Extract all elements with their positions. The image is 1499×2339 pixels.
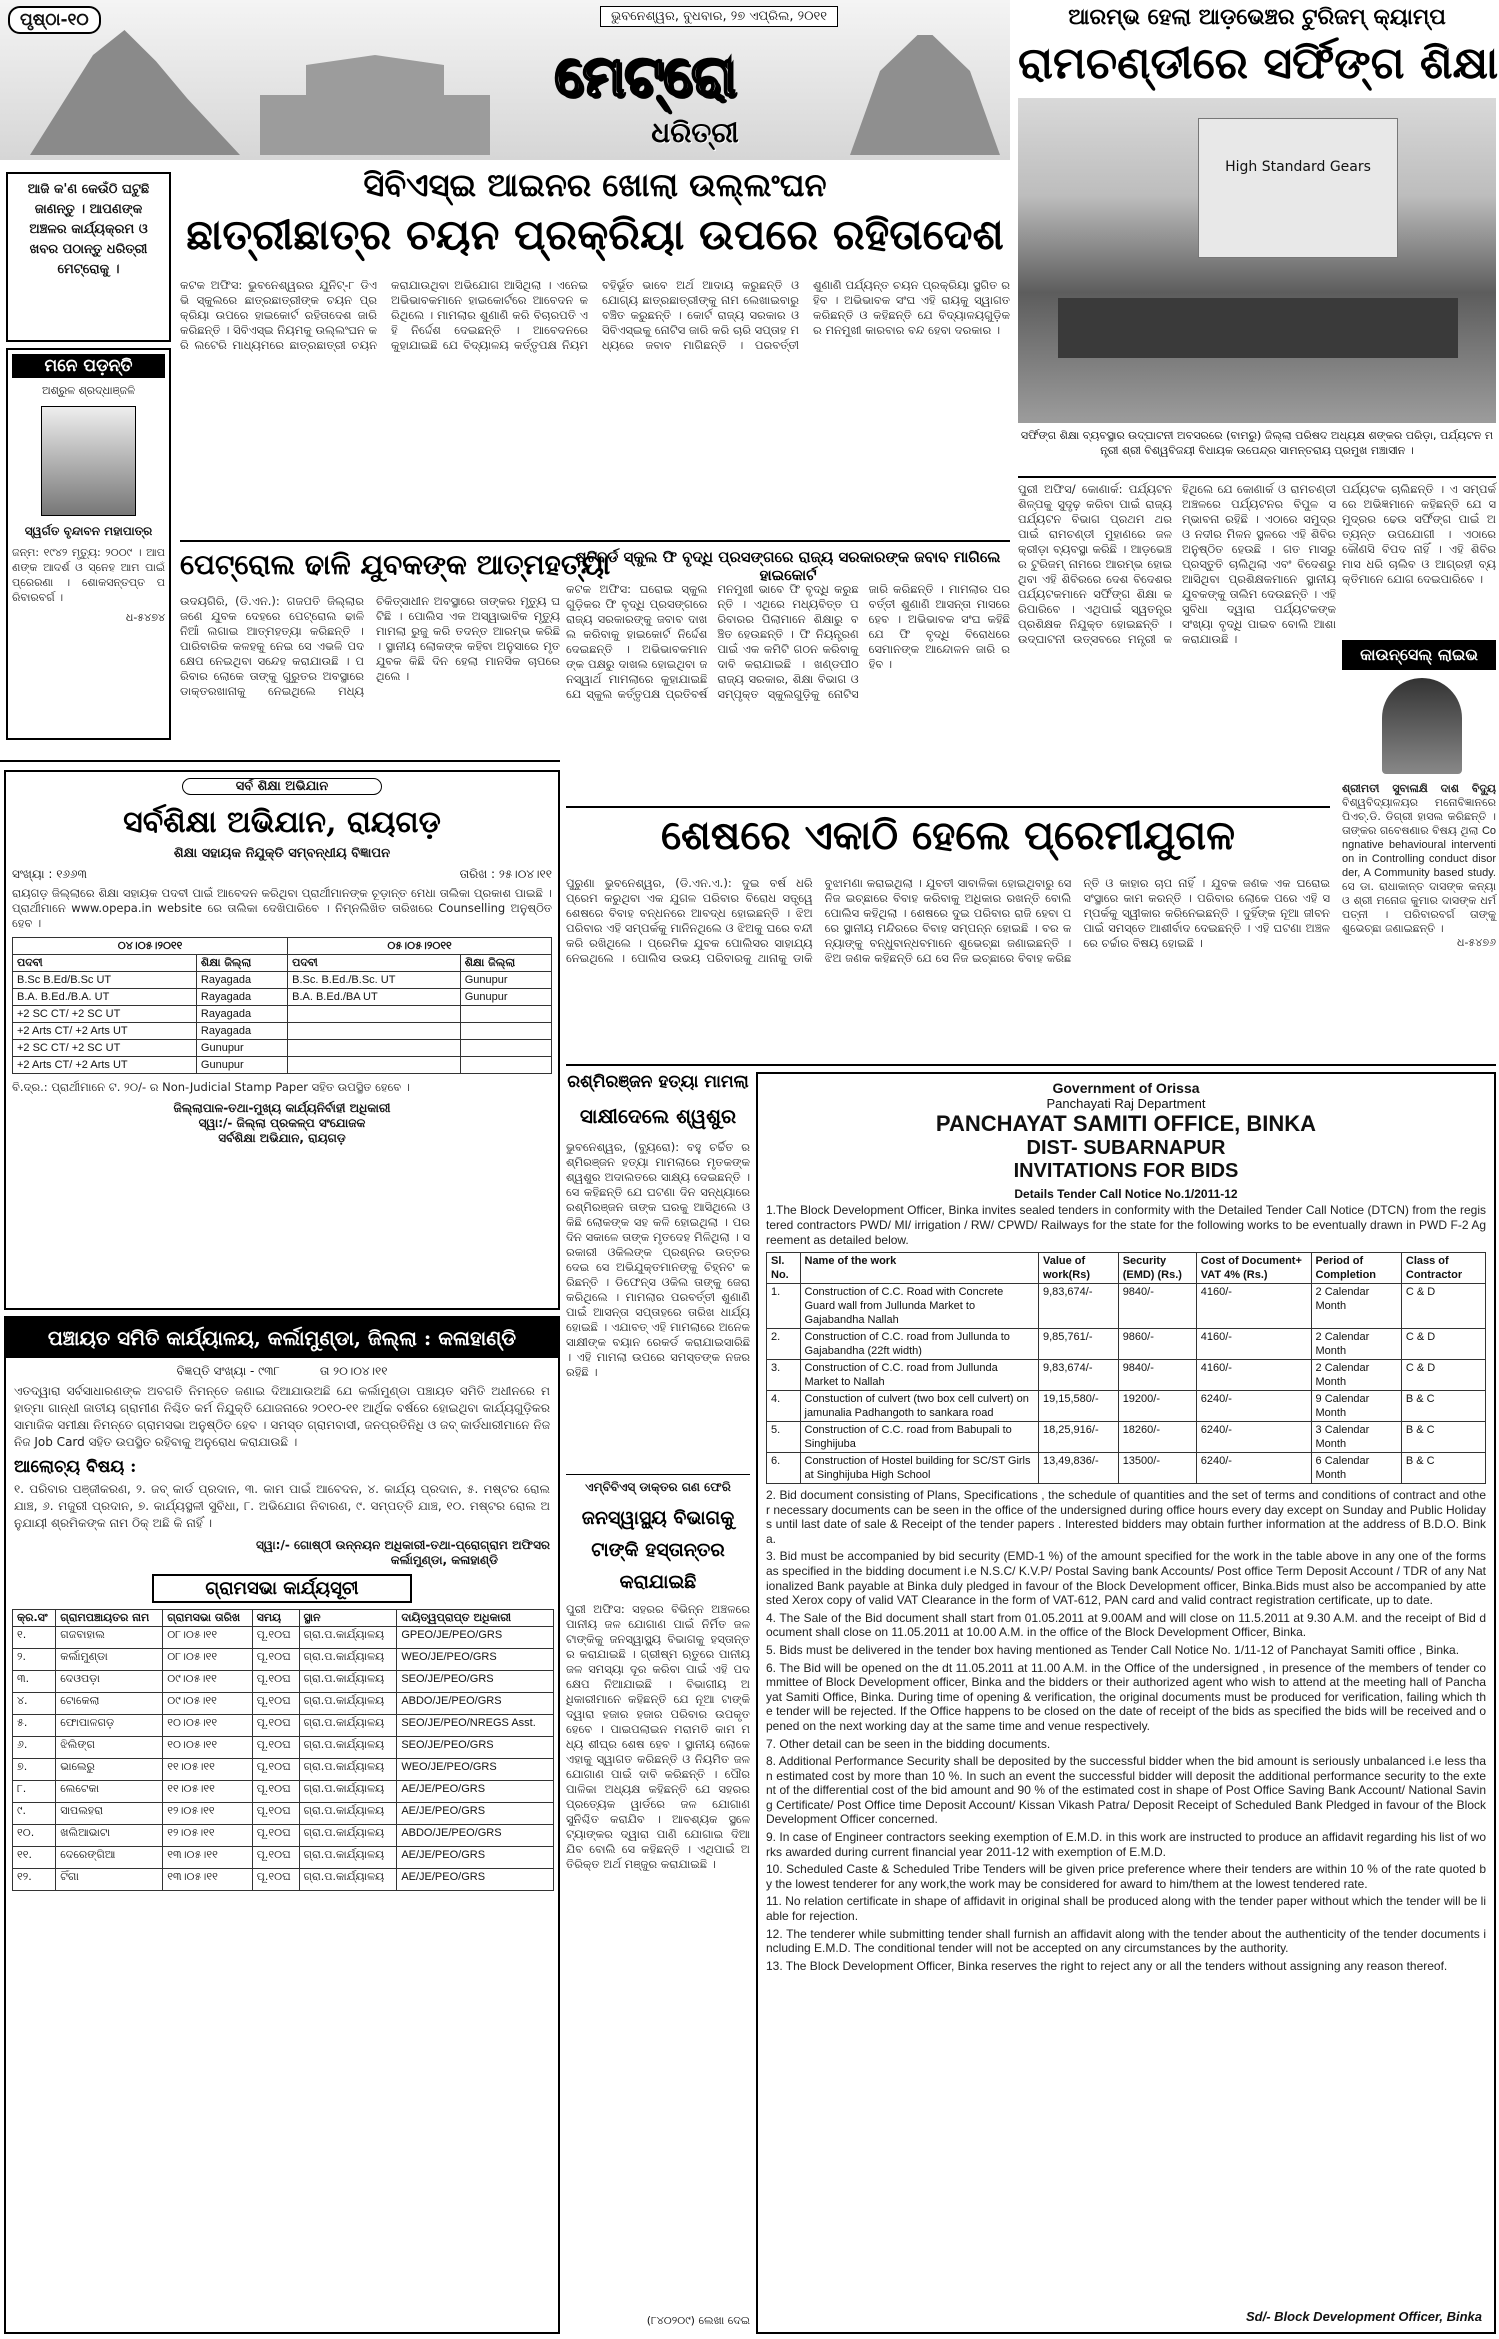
cbse-kicker: ସିବିଏସ୍‌ଇ ଆଇନର ଖୋଲା ଉଲ୍ଲଂଘନ <box>363 166 827 204</box>
table-cell <box>288 1006 461 1023</box>
bid-condition: 7. Other detail can be seen in the bidding documents. <box>766 1736 1051 1751</box>
psk-sched-title: ଗ୍ରାମସଭା କାର୍ଯ୍ୟସୂଚୀ <box>152 1574 412 1603</box>
table-cell: ABDO/JE/PEO/GRS <box>397 1825 554 1847</box>
table-cell: ପୂ.୧୦ଘ <box>252 1781 299 1803</box>
table-cell: GPEO/JE/PEO/GRS <box>397 1627 554 1649</box>
table-cell: 9840/- <box>1118 1360 1196 1391</box>
table-cell: 4160/- <box>1196 1284 1311 1329</box>
table-row <box>767 1391 1486 1422</box>
table-cell: ପୂ.୧୦ଘ <box>252 1737 299 1759</box>
surf-body: ପୁରୀ ଅଫିସ/ କୋଣାର୍କ: ପର୍ଯ୍ୟଟନ ଶିଳ୍ପକୁ ସୁଦୃଢ଼ କରିବା ପାଇଁ ରାଜ୍ୟ ପର୍ଯ୍ୟଟନ ବିଭାଗ ପ୍ରଥମ ଥର ପାଇଁ ରାମଚଣ୍ଡୀ ମୁହାଣରେ ଜଳକ୍ରୀଡ଼ା ବ୍ୟବସ୍ଥା କରିଛି । ଆଡ଼ଭେଞ୍ଚର ଟୁରିଜମ୍ ନାମରେ ଆରମ୍ଭ ହୋଇଥିବା ଏହି ଶିବିରରେ ଦେଶ ବିଦେଶର ପର୍ଯ୍ୟଟକମାନେ ସର୍ଫିଙ୍ଗ ଶିକ୍ଷା କରିପାରିବେ । ଏଥିପାଇଁ ସ୍ୱତନ୍ତ୍ର ପ୍ରଶିକ୍ଷକ ନିଯୁକ୍ତ ହୋଇଛନ୍ତି । ଉଦ୍‌ଘାଟନୀ ଉତ୍ସବରେ ମନ୍ତ୍ରୀ କହିଥିଲେ ଯେ କୋଣାର୍କ ଓ ରାମଚଣ୍ଡୀ ଅଞ୍ଚଳରେ ପର୍ଯ୍ୟଟନର ବିପୁଳ ସମ୍ଭାବନା ରହିଛି । ଏଠାରେ ସମୁଦ୍ର ଓ ନଦୀର ମିଳନ ସ୍ଥଳରେ ଏହି ଶିବିର ଅନୁଷ୍ଠିତ ହେଉଛି । ଗତ ମାସରୁ ପ୍ରସ୍ତୁତି ଚାଲିଥିଲା ଏବଂ ବିଦେଶରୁ ଆସିଥିବା ପ୍ରଶିକ୍ଷକମାନେ ସ୍ଥାନୀୟ ଯୁବକଙ୍କୁ ତାଲିମ ଦେଉଛନ୍ତି । ଏହି ସୁବିଧା ଦ୍ୱାରା ପର୍ଯ୍ୟଟକଙ୍କ ସଂଖ୍ୟା ବୃଦ୍ଧି ପାଇବ ବୋଲି ଆଶା କରାଯାଉଛି । <box>1018 482 1336 646</box>
table-row <box>13 1693 554 1715</box>
bid-condition: 11. No relation certificate in shape of affidavit in original shall be produced along with the tender paper without which the tender will be liable for rejection. <box>766 1894 1486 1924</box>
table-cell: 2 Calendar Month <box>1311 1284 1401 1329</box>
table-cell: ୧. <box>13 1627 56 1649</box>
table-cell: Constuction of culvert (two box cell culvert) on jamunalia Padhangoth to sankara road <box>800 1391 1038 1422</box>
bid-invitation: INVITATIONS FOR BIDS <box>1013 1160 1239 1182</box>
promo-text: ଆଜି କ'ଣ କେଉଁଠି ଘଟୁଛି ଜାଣନ୍ତୁ । ଆପଣଙ୍କ ଅଞ୍ଚଳର କାର୍ଯ୍ୟକ୍ରମ ଓ ଖବର ପଠାନ୍ତୁ ଧରିତ୍ରୀ ମେଟ୍ରୋକୁ । <box>27 182 150 277</box>
counsel-ad-no: ଧ-୫୪୭୬ <box>1457 936 1496 949</box>
table-row <box>767 1329 1486 1360</box>
table-header: ସମୟ <box>252 1610 299 1627</box>
ssa-body: ରାୟଗଡ଼ ଜିଲ୍ଲାରେ ଶିକ୍ଷା ସହାୟକ ପଦବୀ ପାଇଁ ଆବେଦନ କରିଥିବା ପ୍ରାର୍ଥୀମାନଙ୍କ ଚୂଡ଼ାନ୍ତ ମେଧା ତାଲିକା ପ୍ରକାଶ ପାଇଛି । ପ୍ରାର୍ଥୀମାନେ www.opepa.in website ରେ ତାଲିକା ଦେଖିପାରିବେ । ନିମ୍ନଲିଖିତ ତାରିଖରେ Counselling ଅନୁଷ୍ଠିତ ହେବ । <box>12 886 552 930</box>
table-cell: ପୂ.୧୦ଘ <box>252 1869 299 1891</box>
table-cell: ଗ୍ରା.ପ.କାର୍ଯ୍ୟାଳୟ <box>299 1825 397 1847</box>
tribute-ad-no: ଧ-୫୪୭୪ <box>125 611 165 624</box>
murder-body-text: ଭୁବନେଶ୍ୱର, (ବ୍ୟୁରୋ): ବହୁ ଚର୍ଚ୍ଚିତ ରଶ୍ମିରଞ୍ଜନ ହତ୍ୟା ମାମଲାରେ ମୃତକଙ୍କ ଶ୍ୱଶୁର ଅଦାଲତରେ ସାକ୍ଷ୍ୟ ଦେଇଛନ୍ତି । ସେ କହିଛନ୍ତି ଯେ ଘଟଣା ଦିନ ସନ୍ଧ୍ୟାରେ ରଶ୍ମିରଞ୍ଜନ ତାଙ୍କ ଘରକୁ ଆସିଥିଲେ ଓ କିଛି ଲୋକଙ୍କ ସହ କଳି ହୋଇଥିଲା । ପରଦିନ ସକାଳେ ତାଙ୍କ ମୃତଦେହ ମିଳିଥିଲା । ସରକାରୀ ଓକିଲଙ୍କ ପ୍ରଶ୍ନର ଉତ୍ତର ଦେଇ ସେ ଅଭିଯୁକ୍ତମାନଙ୍କୁ ଚିହ୍ନଟ କରିଛନ୍ତି । ଡିଫେନ୍ସ ଓକିଲ ତାଙ୍କୁ ଜେରା କରିଥିଲେ । ମାମଲାର ପରବର୍ତ୍ତୀ ଶୁଣାଣି ପାଇଁ ଆସନ୍ତା ସପ୍ତାହରେ ତାରିଖ ଧାର୍ଯ୍ୟ ହୋଇଛି । ଏଯାବତ୍ ଏହି ମାମଲାରେ ଅନେକ ସାକ୍ଷୀଙ୍କ ବୟାନ ରେକର୍ଡ କରାଯାଇସାରିଛି । <box>566 1140 750 1364</box>
table-cell: ୧୧।୦୫।୧୧ <box>163 1759 252 1781</box>
table-cell: କର୍ଲାମୁଣ୍ଡା <box>56 1649 163 1671</box>
table-cell: Gunupur <box>460 989 551 1006</box>
table-cell: ୦୮।୦୫।୧୧ <box>163 1649 252 1671</box>
table-cell: 19200/- <box>1118 1391 1196 1422</box>
table-cell: SEO/JE/PEO/NREGS Asst. <box>397 1715 554 1737</box>
table-cell: ଟିଁଗା <box>56 1869 163 1891</box>
table-cell: ଗ୍ରା.ପ.କାର୍ଯ୍ୟାଳୟ <box>299 1737 397 1759</box>
table-cell: 4. <box>767 1391 801 1422</box>
school-body: କଟକ ଅଫିସ: ଘରୋଇ ସ୍କୁଲଗୁଡ଼ିକର ଫି ବୃଦ୍ଧି ପ୍ରସଙ୍ଗରେ ରାଜ୍ୟ ସରକାରଙ୍କୁ ଜବାବ ଦାଖଲ କରିବାକୁ ହାଇକୋର୍ଟ ନିର୍ଦ୍ଦେଶ ଦେଇଛନ୍ତି । ଅଭିଭାବକମାନଙ୍କ ପକ୍ଷରୁ ଦାଖଲ ହୋଇଥିବା ଜନସ୍ୱାର୍ଥ ମାମଲାରେ କୁହାଯାଇଛି ଯେ ସ୍କୁଲ କର୍ତ୍ତୃପକ୍ଷ ପ୍ରତିବର୍ଷ ମନମୁଖୀ ଭାବେ ଫି ବୃଦ୍ଧି କରୁଛନ୍ତି । ଏଥିରେ ମଧ୍ୟବିତ୍ତ ପରିବାରର ପିଲାମାନେ ଶିକ୍ଷାରୁ ବଞ୍ଚିତ ହେଉଛନ୍ତି । ଫି ନିୟନ୍ତ୍ରଣ ପାଇଁ ଏକ କମିଟି ଗଠନ କରିବାକୁ ଦାବି କରାଯାଇଛି । ଖଣ୍ଡପୀଠ ରାଜ୍ୟ ସରକାର, ଶିକ୍ଷା ବିଭାଗ ଓ ସମ୍ପୃକ୍ତ ସ୍କୁଲଗୁଡ଼ିକୁ ନୋଟିସ ଜାରି କରିଛନ୍ତି । ମାମଲାର ପରବର୍ତ୍ତୀ ଶୁଣାଣି ଆସନ୍ତା ମାସରେ ହେବ । ଅଭିଭାବକ ସଂଘ କହିଛି ଯେ ଫି ବୃଦ୍ଧି ବିରୋଧରେ ସେମାନଙ୍କ ଆନ୍ଦୋଳନ ଜାରି ରହିବ । <box>566 582 1010 701</box>
psk-body: ଏତଦ୍ୱାରା ସର୍ବସାଧାରଣଙ୍କ ଅବଗତି ନିମନ୍ତେ ଜଣାଇ ଦିଆଯାଉଅଛି ଯେ କର୍ଲାମୁଣ୍ଡା ପଞ୍ଚାୟତ ସମିତି ଅଧୀନରେ ମହାତ୍ମା ଗାନ୍ଧୀ ଜାତୀୟ ଗ୍ରାମୀଣ ନିଶ୍ଚିତ କର୍ମ ନିଯୁକ୍ତି ଯୋଜନାରେ ୨୦୧୦-୧୧ ଆର୍ଥିକ ବର୍ଷରେ ହୋଇଥିବା କାର୍ଯ୍ୟଗୁଡ଼ିକର ସାମାଜିକ ସମୀକ୍ଷା ନିମନ୍ତେ ଗ୍ରାମସଭା ଅନୁଷ୍ଠିତ ହେବ । ସମସ୍ତ ଗ୍ରାମବାସୀ, ଜନପ୍ରତିନିଧି ଓ ଜବ୍ କାର୍ଡଧାରୀମାନେ ନିଜ ନିଜ Job Card ସହିତ ଉପସ୍ଥିତ ରହିବାକୁ ଅନୁରୋଧ କରାଯାଉଛି । <box>14 1384 550 1449</box>
table-cell: Construction of C.C. road from Jullunda to Gajabandha (22ft width) <box>800 1329 1038 1360</box>
table-cell: ପୂ.୧୦ଘ <box>252 1649 299 1671</box>
health-headline: ଜନସ୍ୱାସ୍ଥ୍ୟ ବିଭାଗକୁ ଟାଙ୍କି ହସ୍ତାନ୍ତର କରାଯାଇଛି <box>581 1507 735 1593</box>
ssa-sign-1: ଜିଲ୍ଲାପାଳ-ତଥା-ମୁଖ୍ୟ କାର୍ଯ୍ୟନିର୍ବାହୀ ଅଧିକାରୀ <box>173 1101 391 1115</box>
counsel-text-1: ବିଶ୍ୱବିଦ୍ୟାଳୟର ମନୋବିଜ୍ଞାନରେ ପିଏଚ୍.ଡି. ଡିଗ୍ରୀ ହାସଲ କରିଛନ୍ତି । ତାଙ୍କର ଗବେଷଣାର ବିଷୟ ଥିଲା <box>1342 796 1496 837</box>
table-cell: AE/JE/PEO/GRS <box>397 1869 554 1891</box>
table-cell: ଭାଲେରୁ <box>56 1759 163 1781</box>
table-cell: AE/JE/PEO/GRS <box>397 1803 554 1825</box>
table-cell: Construction of C.C. road from Jullunda Market to Nallah <box>800 1360 1038 1391</box>
table-header: କ୍ର.ସଂ <box>13 1610 56 1627</box>
bid-table <box>766 1252 1486 1484</box>
ssa-col2-date: ୦୫।୦୫।୨୦୧୧ <box>288 938 552 955</box>
promo-box <box>6 172 171 342</box>
table-cell: C & D <box>1401 1360 1485 1391</box>
table-cell: B.Sc. B.Ed./B.Sc. UT <box>288 972 461 989</box>
table-cell: ୧୦।୦୫।୧୧ <box>163 1715 252 1737</box>
table-cell: ୦୯।୦୫।୧୧ <box>163 1671 252 1693</box>
table-cell: ଗ୍ରା.ପ.କାର୍ଯ୍ୟାଳୟ <box>299 1803 397 1825</box>
table-cell: ୧୧. <box>13 1847 56 1869</box>
table-cell: ୨. <box>13 1649 56 1671</box>
bid-tcn: Details Tender Call Notice No.1/2011-12 <box>1014 1187 1238 1201</box>
bid-dist: DIST- SUBARNAPUR <box>1026 1137 1226 1159</box>
table-cell: 13500/- <box>1118 1453 1196 1484</box>
table-cell: 3 Calendar Month <box>1311 1422 1401 1453</box>
cbse-headline: ଛାତ୍ରୀଛାତ୍ର ଚୟନ ପ୍ରକ୍ରିୟା ଉପରେ ରହିତାଦେଶ <box>186 210 1004 259</box>
bid-condition: 6. The Bid will be opened on the dt 11.05.2011 at 11.00 A.M. in the Office of the undersigned , in presence of the members of tender committee of Block Development officer, Binka and the bidders or their authorized agent who wish to attend at the meeting hall of Panchayat Samiti Office, Binka. During time of opening & verification, the original documents must be produced for verification, failing which the tender will be rejected. If the Office happens to be closed on the date of receipt of the bids as specified the bids will be received and opened on the next working day at the same time and venue respectively. <box>766 1660 1486 1733</box>
table-cell: ୬. <box>13 1737 56 1759</box>
table-cell: ପୂ.୧୦ଘ <box>252 1715 299 1737</box>
table-cell: 13,49,836/- <box>1038 1453 1118 1484</box>
table-cell: Gunupur <box>196 1057 287 1074</box>
bid-conditions <box>766 1488 1486 1973</box>
ssa-note: ବି.ଦ୍ର.: ପ୍ରାର୍ଥୀମାନେ ଟ. ୨୦/- ର Non-Judicial Stamp Paper ସହିତ ଉପସ୍ଥିତ ହେବେ । <box>12 1080 410 1094</box>
health-kicker: ଏମ୍‌ବିବିଏସ୍ ଡାକ୍ତର ଗଣ ଫେରି <box>585 1480 731 1494</box>
table-cell: ୪. <box>13 1693 56 1715</box>
table-cell: 6240/- <box>1196 1453 1311 1484</box>
table-header: Class of Contractor <box>1401 1253 1485 1284</box>
table-cell: ପୂ.୧୦ଘ <box>252 1759 299 1781</box>
counsel-text-2: ସେ ଡା. ରାଧାକାନ୍ତ ଦାସଙ୍କ କନ୍ୟା ଓ ଶ୍ରୀ ମନୋଜ କୁମାର ଦାସଙ୍କ ଧର୍ମପତ୍ନୀ । ପରିବାରବର୍ଗ ତାଙ୍କୁ ଶୁଭେଚ୍ଛା ଜଣାଇଛନ୍ତି । <box>1342 880 1496 935</box>
table-cell: ପୂ.୧୦ଘ <box>252 1803 299 1825</box>
table-cell: 9,85,761/- <box>1038 1329 1118 1360</box>
table-cell: ୧୦. <box>13 1825 56 1847</box>
ssa-subtitle: ଶିକ୍ଷା ସହାୟକ ନିଯୁକ୍ତି ସମ୍ବନ୍ଧୀୟ ବିଜ୍ଞାପନ <box>173 846 391 861</box>
table-cell: B & C <box>1401 1453 1485 1484</box>
table-cell <box>460 1057 551 1074</box>
table-cell: 19,15,580/- <box>1038 1391 1118 1422</box>
table-row <box>13 1869 554 1891</box>
temple-illustration <box>30 30 240 155</box>
table-header: ସ୍ଥାନ <box>299 1610 397 1627</box>
table-cell <box>460 1040 551 1057</box>
table-cell: ଗ୍ରା.ପ.କାର୍ଯ୍ୟାଳୟ <box>299 1781 397 1803</box>
bid-dept: Panchayati Raj Department <box>1046 1096 1206 1111</box>
table-cell: ଗଜବାହାଲ <box>56 1627 163 1649</box>
table-cell <box>460 1006 551 1023</box>
lovers-body-1: ପୁରୁଣା ଭୁବନେଶ୍ୱର, (ଡି.ଏନ.ଏ.): ଦୁଇ ବର୍ଷ ଧରି ପ୍ରେମ କରୁଥିବା ଏକ ଯୁଗଳ ପରିବାର ବିରୋଧ ସତ୍ତ୍ୱେ ଶେଷରେ ବିବାହ ବନ୍ଧନରେ ଆବଦ୍ଧ ହୋଇଛନ୍ତି । ଝିଅ ପରିବାର ଏହି ସମ୍ପର୍କକୁ ମାନିନଥିଲେ ଓ ଝିଅକୁ ଘରେ ବନ୍ଦୀ କରି ରଖିଥିଲେ । ପ୍ରେମିକ ଯୁବକ ପୋଲିସର ସାହାଯ୍ୟ ନେଇଥିଲେ । ପୋଲିସ ଉଭୟ ପରିବାରକୁ ଥାନାକୁ ଡାକି ବୁଝାମଣା କରାଇଥିଲା । ଯୁବତୀ ସାବାଳିକା ହୋଇଥିବାରୁ ସେ ନିଜ ଇଚ୍ଛାରେ ବିବାହ କରିବାକୁ ଅଧିକାର ରଖନ୍ତି ବୋଲି ପୋଲିସ କହିଥିଲା । ଶେଷରେ ଦୁଇ ପରିବାର ରାଜି ହେବା ପରେ ସ୍ଥାନୀୟ ମନ୍ଦିରରେ ବିବାହ ସମ୍ପନ୍ନ ହୋଇଛି । ବର କନ୍ୟାଙ୍କୁ ବନ୍ଧୁବାନ୍ଧବମାନେ ଶୁଭେଚ୍ଛା ଜଣାଇଛନ୍ତି । <box>566 876 1072 965</box>
table-header: ଗ୍ରାମସଭା ତାରିଖ <box>163 1610 252 1627</box>
table-row <box>13 1781 554 1803</box>
table-cell: ୧୧।୦୫।୧୧ <box>163 1781 252 1803</box>
table-cell: 6. <box>767 1453 801 1484</box>
bid-condition: 12. The tenderer while submitting tender shall furnish an affidavit along with the tender about the authenticity of the tender documents including E.M.D. The conditional tender will not be accepted on any circumstances by the authority. <box>766 1926 1486 1956</box>
table-cell: Construction of C.C. Road with Concrete Guard wall from Jullunda Market to Gajabandha Nallah <box>800 1284 1038 1329</box>
table-cell: Rayagada <box>196 989 287 1006</box>
surf-caption: ସର୍ଫିଙ୍ଗ ଶିକ୍ଷା ବ୍ୟବସ୍ଥାର ଉଦ୍‌ଘାଟନୀ ଅବସରରେ (ବାମରୁ) ଜିଲ୍ଲା ପରିଷଦ ଅଧ୍ୟକ୍ଷ ଶଙ୍କର ପରିଡ଼ା, ପର୍ଯ୍ୟଟନ ମନ୍ତ୍ରୀ ଶ୍ରୀ ବିଶ୍ୱବିଜୟୀ ବିଧାୟକ ଉପେନ୍ଦ୍ର ସାମନ୍ତରାୟ ପ୍ରମୁଖ ମଞ୍ଚାସୀନ । <box>1020 429 1494 457</box>
table-cell: 4160/- <box>1196 1329 1311 1360</box>
table-header: Name of the work <box>800 1253 1038 1284</box>
table-header: Value of work(Rs) <box>1038 1253 1118 1284</box>
table-cell: 9860/- <box>1118 1329 1196 1360</box>
psk-ad <box>4 1316 560 2334</box>
bid-condition: 4. The Sale of the Bid document shall start from 01.05.2011 at 9.00AM and will close on 11.5.2011 at 9.30 A.M. and the receipt of Bid document shall close on 11.05.2011 at 10.00 A.M. in the office of the Block Development Officer, Binka. <box>766 1610 1486 1640</box>
table-cell: ୦୮।୦୫।୧୧ <box>163 1627 252 1649</box>
bid-condition: 8. Additional Performance Security shall be deposited by the successful bidder when the bid amount is seriously unbalanced i.e less than estimated cost by more than 10 %. In such an event the successful bidder will deposit the additional performance security to the extent of the differential cost of the bid amount and 90 % of the estimated cost in shape of Post Office Saving Bank Account/ National Saving Certificate/ Post Office time Deposit Account/ Kissan Vikash Patra/ Deposit Receipt of Scheduled Bank Pledged in favour of the Block Development Officer concerned. <box>766 1754 1486 1827</box>
bid-gov: Government of Orissa <box>1052 1080 1200 1096</box>
table-cell: ଝିଲିଙ୍ଗ <box>56 1737 163 1759</box>
table-header: Sl. No. <box>767 1253 801 1284</box>
table-cell: ସାପଲହରା <box>56 1803 163 1825</box>
table-cell: SEO/JE/PEO/GRS <box>397 1737 554 1759</box>
surf-headline: ରାମଚଣ୍ଡୀରେ ସର୍ଫିଙ୍ଗ ଶିକ୍ଷା <box>1018 38 1499 89</box>
table-cell: 18,25,916/- <box>1038 1422 1118 1453</box>
table-cell: Construction of C.C. road from Babupali to Singhijuba <box>800 1422 1038 1453</box>
table-cell: SEO/JE/PEO/GRS <box>397 1671 554 1693</box>
table-cell: ୩. <box>13 1671 56 1693</box>
murder-tail: ଏହି ମାମଲା ଉପରେ ସମସ୍ତଙ୍କ ନଜର ରହିଛି । <box>566 1350 751 1379</box>
health-ad-no: (୮୪୦୨୦୯) ଲେଖା ଦେଇ <box>646 2314 750 2327</box>
table-cell: ପୂ.୧୦ଘ <box>252 1693 299 1715</box>
table-cell: ଗ୍ରା.ପ.କାର୍ଯ୍ୟାଳୟ <box>299 1847 397 1869</box>
table-cell: ପୂ.୧୦ଘ <box>252 1671 299 1693</box>
tribute-box <box>6 348 171 740</box>
table-cell: AE/JE/PEO/GRS <box>397 1847 554 1869</box>
psk-notice: ବିଜ୍ଞପ୍ତି ସଂଖ୍ୟା - ୯୩୮ <box>176 1364 280 1378</box>
psk-notice-date: ତା ୨୦।୦୪।୧୧ <box>319 1364 388 1378</box>
table-cell: ଗ୍ରା.ପ.କାର୍ଯ୍ୟାଳୟ <box>299 1759 397 1781</box>
table-row <box>13 972 552 989</box>
surf-body-2: ପର୍ଯ୍ୟଟକ ଚାଲିଛନ୍ତି । ଏ ସମ୍ପର୍କରେ ଅଭିଜ୍ଞମାନେ କହିଛନ୍ତି ଯେ ସମୁଦ୍ରର ଢେଉ ସର୍ଫିଙ୍ଗ ପାଇଁ ଅତ୍ୟନ୍ତ ଉପଯୋଗୀ । ଏଠାରେ କୌଣସି ବିପଦ ନାହିଁ । ଏହି ଶିବିର ମାସ ଧରି ଚାଲିବ ଓ ଆଗ୍ରହୀ ବ୍ୟକ୍ତିମାନେ ଯୋଗ ଦେଇପାରିବେ । <box>1342 482 1496 586</box>
table-row <box>13 1715 554 1737</box>
counsel-text-en: Congnative behavioural intervention in Controlling conduct disorder, A Community based study. <box>1342 825 1496 879</box>
table-cell: AE/JE/PEO/GRS <box>397 1781 554 1803</box>
tribute-subtitle: ଅଶ୍ରୁଳ ଶ୍ରଦ୍ଧାଞ୍ଜଳି <box>41 384 136 397</box>
masthead-subtitle: ଧରିତ୍ରୀ <box>651 116 739 149</box>
table-cell: ପୂ.୧୦ଘ <box>252 1847 299 1869</box>
table-cell: ଗ୍ରା.ପ.କାର୍ଯ୍ୟାଳୟ <box>299 1715 397 1737</box>
psk-title: ପଞ୍ଚାୟତ ସମିତି କାର୍ଯ୍ୟାଳୟ, କର୍ଲାମୁଣ୍ଡା, ଜିଲ୍ଲା : କଳାହାଣ୍ଡି <box>6 1318 558 1358</box>
table-cell: 9,83,674/- <box>1038 1360 1118 1391</box>
table-cell: Rayagada <box>196 1023 287 1040</box>
table-cell: ଗ୍ରା.ପ.କାର୍ଯ୍ୟାଳୟ <box>299 1649 397 1671</box>
ssa-ref: ସଂଖ୍ୟା : ୧୬୬୩ <box>12 867 87 881</box>
table-cell: C & D <box>1401 1329 1485 1360</box>
table-header: ଦାୟିତ୍ୱପ୍ରାପ୍ତ ଅଧିକାରୀ <box>397 1610 554 1627</box>
bid-condition: 3. Bid must be accompanied by bid security (EMD-1 %) of the amount specified for the work in the table above in any one of the forms as specified in the bidding document i.e N.S.C/ K.V.P/ Postal Saving bank Accounts/ Post office Term Deposit Account / TDR of any Nationalized Bank payable at Binka duly pledged in favour of the Block Development officer, Binka.Bids must also be accompanied by attested Xerox copy of valid VAT Clearance in the form of VAT-612, PAN card and valid contract registration certificate, up to date. <box>766 1549 1486 1608</box>
bid-condition: 5. Bids must be delivered in the tender box having mentioned as Tender Call Notice No. 1/11-12 of Panchayat Samiti office , Binka. <box>766 1642 1460 1657</box>
table-cell: ଫୋପାଳଗଡ଼ <box>56 1715 163 1737</box>
counsel-title: କାଉନ୍ସେଲ୍ ଲାଇଭ <box>1342 640 1496 670</box>
building-illustration <box>260 55 490 155</box>
table-row <box>13 1737 554 1759</box>
lovers-body-2: ଝିଅ ଜଣକ କହିଛନ୍ତି ଯେ ସେ ନିଜ ଇଚ୍ଛାରେ ବିବାହ କରିଛନ୍ତି ଓ କାହାର ଚାପ ନାହିଁ । ଯୁବକ ଜଣକ ଏକ ଘରୋଇ ସଂସ୍ଥାରେ କାମ କରନ୍ତି । ପରିବାର ଲୋକେ ପରେ ଏହି ସମ୍ପର୍କକୁ ସ୍ୱୀକାର କରିନେଇଛନ୍ତି । ଦୁହିଁଙ୍କ ନୂଆ ଜୀବନ ପାଇଁ ସମସ୍ତେ ଆଶୀର୍ବାଦ ଦେଇଛନ୍ତି । ଏହି ଘଟଣା ଅଞ୍ଚଳରେ ଚର୍ଚ୍ଚାର ବିଷୟ ହୋଇଛି । <box>824 876 1330 965</box>
counsel-text <box>1342 782 1496 1057</box>
table-row <box>13 1825 554 1847</box>
table-header: Period of Completion <box>1311 1253 1401 1284</box>
petrol-body: ଉଦୟଗିରି, (ଡି.ଏନ.): ଗଜପତି ଜିଲ୍ଲାର ଜଣେ ଯୁବକ ଦେହରେ ପେଟ୍ରୋଲ ଢାଳି ନିଆଁ ଲଗାଇ ଆତ୍ମହତ୍ୟା କରିଛନ୍ତି । ପାରିବାରିକ କଳହକୁ ନେଇ ସେ ଏଭଳି ପଦକ୍ଷେପ ନେଇଥିବା ସନ୍ଦେହ କରାଯାଉଛି । ପରିବାର ଲୋକେ ତାଙ୍କୁ ଗୁରୁତର ଅବସ୍ଥାରେ ଡାକ୍ତରଖାନାକୁ ନେଇଥିଲେ ମଧ୍ୟ ଚିକିତ୍ସାଧୀନ ଅବସ୍ଥାରେ ତାଙ୍କର ମୃତ୍ୟୁ ଘଟିଛି । ପୋଲିସ ଏକ ଅସ୍ୱାଭାବିକ ମୃତ୍ୟୁ ମାମଲା ରୁଜୁ କରି ତଦନ୍ତ ଆରମ୍ଭ କରିଛି । ସ୍ଥାନୀୟ ଲୋକଙ୍କ କହିବା ଅନୁସାରେ ମୃତ ଯୁବକ କିଛି ଦିନ ହେଲା ମାନସିକ ଚାପରେ ଥିଲେ । <box>180 594 560 698</box>
tribute-name: ସ୍ୱର୍ଗତ ବୃନ୍ଦାବନ ମହାପାତ୍ର <box>24 524 153 538</box>
table-cell: ୦୯।୦୫।୧୧ <box>163 1693 252 1715</box>
counsel-photo <box>1382 678 1462 774</box>
counsel-name: ଶ୍ରୀମତୀ ସୁବାଳାକ୍ଷି ଦାଶ ବିଦ୍ୟୁ <box>1342 782 1496 795</box>
table-cell: C & D <box>1401 1284 1485 1329</box>
table-cell <box>460 1023 551 1040</box>
table-cell: ଖଲିଆଭାଟା <box>56 1825 163 1847</box>
table-row <box>13 1627 554 1649</box>
table-header: ଗ୍ରାମପଞ୍ଚାୟତର ନାମ <box>56 1610 163 1627</box>
table-row <box>13 1040 552 1057</box>
ssa-h-post-2: ପଦବୀ <box>288 955 461 972</box>
tower-illustration <box>850 35 1000 155</box>
ssa-ad <box>4 770 560 1310</box>
table-cell: ୮. <box>13 1781 56 1803</box>
bid-condition: 2. Bid document consisting of Plans, Specifications , the schedule of quantities and the set of terms and conditions of contract and other necessary documents can be seen in the office of the undersigned during office hours every day except on Sunday and Public Holidays until last date of sale & Receipt of the tender papers . Interested bidders may obtain further information at the address of B.D.O. Binka. <box>766 1488 1486 1546</box>
table-cell: ୧୩।୦୫।୧୧ <box>163 1847 252 1869</box>
table-cell: 4160/- <box>1196 1360 1311 1391</box>
stage-table <box>1058 298 1458 358</box>
table-cell <box>288 1057 461 1074</box>
murder-headline: ରଶ୍ମିରଞ୍ଜନ ହତ୍ୟା ମାମଲା <box>567 1072 749 1092</box>
table-cell: B & C <box>1401 1391 1485 1422</box>
table-cell: ପୂ.୧୦ଘ <box>252 1825 299 1847</box>
table-cell: ଲେଟେକା <box>56 1781 163 1803</box>
murder-body <box>566 1140 750 1470</box>
table-cell: ୫. <box>13 1715 56 1737</box>
tribute-title: ମନେ ପଡ଼ନ୍ତି <box>12 354 165 378</box>
table-cell: ଗ୍ରା.ପ.କାର୍ଯ୍ୟାଳୟ <box>299 1671 397 1693</box>
table-cell: B.A. B.Ed./BA UT <box>288 989 461 1006</box>
table-cell <box>288 1040 461 1057</box>
ssa-h-district-2: ଶିକ୍ଷା ଜିଲ୍ଲା <box>460 955 551 972</box>
ssa-sign-3: ସର୍ବଶିକ୍ଷା ଅଭିଯାନ, ରାୟଗଡ଼ <box>218 1131 346 1145</box>
ssa-title: ସର୍ବଶିକ୍ଷା ଅଭିଯାନ, ରାୟଗଡ଼ <box>123 805 441 840</box>
table-cell: B.Sc B.Ed/B.Sc UT <box>13 972 197 989</box>
table-cell: ଗ୍ରା.ପ.କାର୍ଯ୍ୟାଳୟ <box>299 1869 397 1891</box>
page-number: ପୃଷ୍ଠା-୧୦ <box>8 6 101 34</box>
table-cell: ଟୋକେଲା <box>56 1693 163 1715</box>
table-cell: ଦେଓପଡ଼ା <box>56 1671 163 1693</box>
table-cell: 6 Calendar Month <box>1311 1453 1401 1484</box>
table-cell: 2. <box>767 1329 801 1360</box>
table-row <box>13 1023 552 1040</box>
ssa-sign-2: ସ୍ୱା:/- ଜିଲ୍ଲା ପ୍ରକଳ୍ପ ସଂଯୋଜକ <box>198 1116 366 1130</box>
table-cell: ୧୨।୦୫।୧୧ <box>163 1803 252 1825</box>
table-cell: Gunupur <box>196 1040 287 1057</box>
ssa-h-post-1: ପଦବୀ <box>13 955 197 972</box>
table-cell: Gunupur <box>460 972 551 989</box>
table-cell: 2 Calendar Month <box>1311 1360 1401 1391</box>
bid-office: PANCHAYAT SAMITI OFFICE, BINKA <box>935 1111 1317 1136</box>
bid-notice <box>756 1072 1496 2334</box>
ssa-h-district-1: ଶିକ୍ଷା ଜିଲ୍ଲା <box>196 955 287 972</box>
table-row <box>13 1649 554 1671</box>
table-row <box>767 1284 1486 1329</box>
bid-intro: 1.The Block Development Officer, Binka invites sealed tenders in conformity with the Detailed Tender Call Notice (DTCN) from the registered contractors PWD/ MI/ irrigation / RW/ CPWD/ Railways for the state for the following works to be eventually drawn in PWD F-2 Agreement as detailed below. <box>766 1203 1486 1247</box>
table-cell: WEO/JE/PEO/GRS <box>397 1649 554 1671</box>
table-cell: B & C <box>1401 1422 1485 1453</box>
table-cell: 1. <box>767 1284 801 1329</box>
table-cell <box>288 1023 461 1040</box>
table-cell: 9,83,674/- <box>1038 1284 1118 1329</box>
table-cell: +2 SC CT/ +2 SC UT <box>13 1040 197 1057</box>
table-row <box>13 989 552 1006</box>
ssa-header: ସର୍ବ ଶିକ୍ଷା ଅଭିଯାନ <box>182 778 382 795</box>
table-cell: Rayagada <box>196 1006 287 1023</box>
ssa-col1-date: ୦୪।୦୫।୨୦୧୧ <box>13 938 288 955</box>
surf-kicker: ଆରମ୍ଭ ହେଲା ଆଡ଼ଭେଞ୍ଚର ଟୁରିଜମ୍ କ୍ୟାମ୍ପ <box>1068 4 1446 30</box>
psk-schedule-table <box>12 1609 554 1891</box>
petrol-headline: ପେଟ୍ରୋଲ ଢାଳି ଯୁବକଙ୍କ ଆତ୍ମହତ୍ୟା <box>180 548 611 581</box>
table-cell: +2 Arts CT/ +2 Arts UT <box>13 1057 197 1074</box>
murder-headline-2: ସାକ୍ଷୀଦେଲେ ଶ୍ୱଶୁର <box>579 1104 737 1128</box>
table-row <box>13 1847 554 1869</box>
table-row <box>767 1422 1486 1453</box>
psk-agenda-title: ଆଲୋଚ୍ୟ ବିଷୟ : <box>14 1457 137 1477</box>
psk-agenda: ୧. ପରିବାର ପଞ୍ଜୀକରଣ, ୨. ଜବ୍ କାର୍ଡ ପ୍ରଦାନ, ୩. କାମ ପାଇଁ ଆବେଦନ, ୪. କାର୍ଯ୍ୟ ପ୍ରଦାନ, ୫. ମଷ୍ଟର ରୋଲ ଯାଞ୍ଚ, ୬. ମଜୁରୀ ପ୍ରଦାନ, ୭. କାର୍ଯ୍ୟସ୍ଥଳୀ ସୁବିଧା, ୮. ଅଭିଯୋଗ ନିବାରଣ, ୯. ସମ୍ପତ୍ତି ଯାଞ୍ଚ, ୧୦. ମଷ୍ଟର ରୋଲ ଅନୁଯାୟୀ ଶ୍ରମିକଙ୍କ ନାମ ଠିକ୍ ଅଛି କି ନାହିଁ । <box>14 1482 550 1530</box>
table-cell: 9840/- <box>1118 1284 1196 1329</box>
psk-place: କର୍ଲାମୁଣ୍ଡା, କଳାହାଣ୍ଡି <box>390 1553 498 1567</box>
table-cell: Construction of Hostel building for SC/ST Girls at Singhijuba High School <box>800 1453 1038 1484</box>
table-row <box>13 1759 554 1781</box>
ssa-date: ତାରିଖ : ୨୫।୦୪।୧୧ <box>459 867 552 881</box>
table-cell: ABDO/JE/PEO/GRS <box>397 1693 554 1715</box>
table-cell: ୯. <box>13 1803 56 1825</box>
table-row <box>13 1671 554 1693</box>
table-cell: ୭. <box>13 1759 56 1781</box>
table-cell: ୧୦।୦୫।୧୧ <box>163 1737 252 1759</box>
table-row <box>767 1453 1486 1484</box>
lovers-body <box>566 876 1330 1060</box>
table-cell: ଦେରେଙ୍ଗିଆ <box>56 1847 163 1869</box>
table-cell: +2 Arts CT/ +2 Arts UT <box>13 1023 197 1040</box>
table-cell: ୧୨. <box>13 1869 56 1891</box>
table-cell: ୧୨।୦୫।୧୧ <box>163 1825 252 1847</box>
table-cell: 9 Calendar Month <box>1311 1391 1401 1422</box>
health-body: ପୁରୀ ଅଫିସ: ସହରର ବିଭିନ୍ନ ଅଞ୍ଚଳରେ ପାନୀୟ ଜଳ ଯୋଗାଣ ପାଇଁ ନିର୍ମିତ ଜଳ ଟାଙ୍କିକୁ ଜନସ୍ୱାସ୍ଥ୍ୟ ବିଭାଗକୁ ହସ୍ତାନ୍ତର କରାଯାଇଛି । ଗ୍ରୀଷ୍ମ ଋତୁରେ ପାନୀୟ ଜଳ ସମସ୍ୟା ଦୂର କରିବା ପାଇଁ ଏହି ପଦକ୍ଷେପ ନିଆଯାଇଛି । ବିଭାଗୀୟ ଅଧିକାରୀମାନେ କହିଛନ୍ତି ଯେ ନୂଆ ଟାଙ୍କି ଦ୍ୱାରା ହଜାର ହଜାର ପରିବାର ଉପକୃତ ହେବେ । ପାଇପଲାଇନ ମରାମତି କାମ ମଧ୍ୟ ଶୀଘ୍ର ଶେଷ ହେବ । ସ୍ଥାନୀୟ ଲୋକେ ଏହାକୁ ସ୍ୱାଗତ କରିଛନ୍ତି ଓ ନିୟମିତ ଜଳ ଯୋଗାଣ ପାଇଁ ଦାବି କରିଛନ୍ତି । ପୌରପାଳିକା ଅଧ୍ୟକ୍ଷ କହିଛନ୍ତି ଯେ ସହରର ପ୍ରତ୍ୟେକ ୱାର୍ଡରେ ଜଳ ଯୋଗାଣ ସୁନିଶ୍ଚିତ କରାଯିବ । ଆବଶ୍ୟକ ସ୍ଥଳେ ଟ୍ୟାଙ୍କର ଦ୍ୱାରା ପାଣି ଯୋଗାଇ ଦିଆଯିବ ବୋଲି ସେ କହିଛନ୍ତି । ଏଥିପାଇଁ ଅତିରିକ୍ତ ଅର୍ଥ ମଞ୍ଜୁର କରାଯାଇଛି । <box>566 1602 750 1871</box>
masthead <box>0 0 1010 160</box>
table-header: Cost of Document+ VAT 4% (Rs.) <box>1196 1253 1311 1284</box>
tribute-body: ଜନ୍ମ: ୧୯୪୨ ମୃତ୍ୟୁ: ୨୦୦୯ । ଆପଣଙ୍କ ଆଦର୍ଶ ଓ ସ୍ନେହ ଆମ ପାଇଁ ପ୍ରେରଣା । ଶୋକସନ୍ତପ୍ତ ପରିବାରବର୍ଗ । <box>12 546 165 604</box>
table-cell: Rayagada <box>196 972 287 989</box>
table-cell: +2 SC CT/ +2 SC UT <box>13 1006 197 1023</box>
table-row <box>767 1360 1486 1391</box>
school-headline: ଷ୍ଟିବର୍ଡ ସ୍କୁଲ ଫି ବୃଦ୍ଧି ପ୍ରସଙ୍ଗରେ ରାଜ୍ୟ ସରକାରଙ୍କ ଜବାବ ମାଗିଲେ ହାଇକୋର୍ଟ <box>575 548 1001 584</box>
table-cell: ଗ୍ରା.ପ.କାର୍ଯ୍ୟାଳୟ <box>299 1627 397 1649</box>
table-row <box>13 1057 552 1074</box>
tribute-photo <box>41 406 136 516</box>
cbse-body: କଟକ ଅଫିସ: ଭୁବନେଶ୍ୱରର ଯୁନିଟ୍-୮ ଡିଏଭି ସ୍କୁଲରେ ଛାତ୍ରଛାତ୍ରୀଙ୍କ ଚୟନ ପ୍ରକ୍ରିୟା ଉପରେ ହାଇକୋର୍ଟ ରହିତାଦେଶ ଜାରି କରିଛନ୍ତି । ସିବିଏସ୍‌ଇ ନିୟମକୁ ଉଲ୍ଲଂଘନ କରି ଲଟେରି ମାଧ୍ୟମରେ ଛାତ୍ରଛାତ୍ରୀ ଚୟନ କରାଯାଉଥିବା ଅଭିଯୋଗ ଆସିଥିଲା । ଏନେଇ ଅଭିଭାବକମାନେ ହାଇକୋର୍ଟରେ ଆବେଦନ କରିଥିଲେ । ମାମଲାର ଶୁଣାଣି କରି ବିଚାରପତି ଏହି ନିର୍ଦ୍ଦେଶ ଦେଇଛନ୍ତି । ଆବେଦନରେ କୁହାଯାଇଛି ଯେ ବିଦ୍ୟାଳୟ କର୍ତ୍ତୃପକ୍ଷ ନିୟମ ବହିର୍ଭୂତ ଭାବେ ଅର୍ଥ ଆଦାୟ କରୁଛନ୍ତି ଓ ଯୋଗ୍ୟ ଛାତ୍ରଛାତ୍ରୀଙ୍କୁ ନାମ ଲେଖାଇବାରୁ ବଞ୍ଚିତ କରୁଛନ୍ତି । କୋର୍ଟ ରାଜ୍ୟ ସରକାର ଓ ସିବିଏସ୍‌ଇକୁ ନୋଟିସ ଜାରି କରି ଚାରି ସପ୍ତାହ ମଧ୍ୟରେ ଜବାବ ମାଗିଛନ୍ତି । ପରବର୍ତ୍ତୀ ଶୁଣାଣି ପର୍ଯ୍ୟନ୍ତ ଚୟନ ପ୍ରକ୍ରିୟା ସ୍ଥଗିତ ରହିବ । ଅଭିଭାବକ ସଂଘ ଏହି ରାୟକୁ ସ୍ୱାଗତ କରିଛନ୍ତି ଓ କହିଛନ୍ତି ଯେ ବିଦ୍ୟାଳୟଗୁଡ଼ିକର ମନମୁଖୀ କାରବାର ବନ୍ଦ ହେବା ଦରକାର । <box>180 278 1010 352</box>
table-cell: B.A. B.Ed./B.A. UT <box>13 989 197 1006</box>
banner-text: High Standard Gears <box>1225 159 1371 175</box>
table-cell: 2 Calendar Month <box>1311 1329 1401 1360</box>
table-cell: 6240/- <box>1196 1422 1311 1453</box>
dateline: ଭୁବନେଶ୍ୱର, ବୁଧବାର, ୨୭ ଏପ୍ରିଲ, ୨୦୧୧ <box>600 6 838 27</box>
table-cell: 18260/- <box>1118 1422 1196 1453</box>
table-row <box>13 1803 554 1825</box>
table-cell: ଗ୍ରା.ପ.କାର୍ଯ୍ୟାଳୟ <box>299 1693 397 1715</box>
lovers-headline: ଶେଷରେ ଏକାଠି ହେଲେ ପ୍ରେମୀଯୁଗଳ <box>661 812 1235 859</box>
bid-sign: Sd/- Block Development Officer, Binka <box>1246 2309 1482 2324</box>
table-cell: 6240/- <box>1196 1391 1311 1422</box>
masthead-title: ମେଟ୍ରୋ <box>554 43 736 109</box>
table-cell: 3. <box>767 1360 801 1391</box>
table-cell: 5. <box>767 1422 801 1453</box>
table-cell: ପୂ.୧୦ଘ <box>252 1627 299 1649</box>
ssa-table <box>12 937 552 1074</box>
bid-condition: 13. The Block Development Officer, Binka reserves the right to reject any or all the tenders without assigning any reason thereof. <box>766 1958 1448 1973</box>
table-header: Security (EMD) (Rs.) <box>1118 1253 1196 1284</box>
psk-sign: ସ୍ୱା:/- ଗୋଷ୍ଠୀ ଉନ୍ନୟନ ଅଧିକାରୀ-ତଥା-ପ୍ରୋଗ୍ରାମ ଅଫିସର <box>256 1538 550 1552</box>
bid-condition: 10. Scheduled Caste & Scheduled Tribe Tenders will be given price preference where their tenders are within 10 % of the rate quoted by the lowest tenderer for any work,the work may be considered for award to him/them at the lowest tendered rate. <box>766 1862 1486 1891</box>
bid-condition: 9. In case of Engineer contractors seeking exemption of E.M.D. in this work are instructed to produce an affidavit regarding his list of works awarded during current financial year 2011-12 with exemption of E.M.D. <box>766 1830 1486 1859</box>
surf-photo <box>1018 98 1496 423</box>
table-cell: ୧୩।୦୫।୧୧ <box>163 1869 252 1891</box>
table-cell: WEO/JE/PEO/GRS <box>397 1759 554 1781</box>
table-row <box>13 1006 552 1023</box>
surf-banner <box>1198 118 1398 258</box>
